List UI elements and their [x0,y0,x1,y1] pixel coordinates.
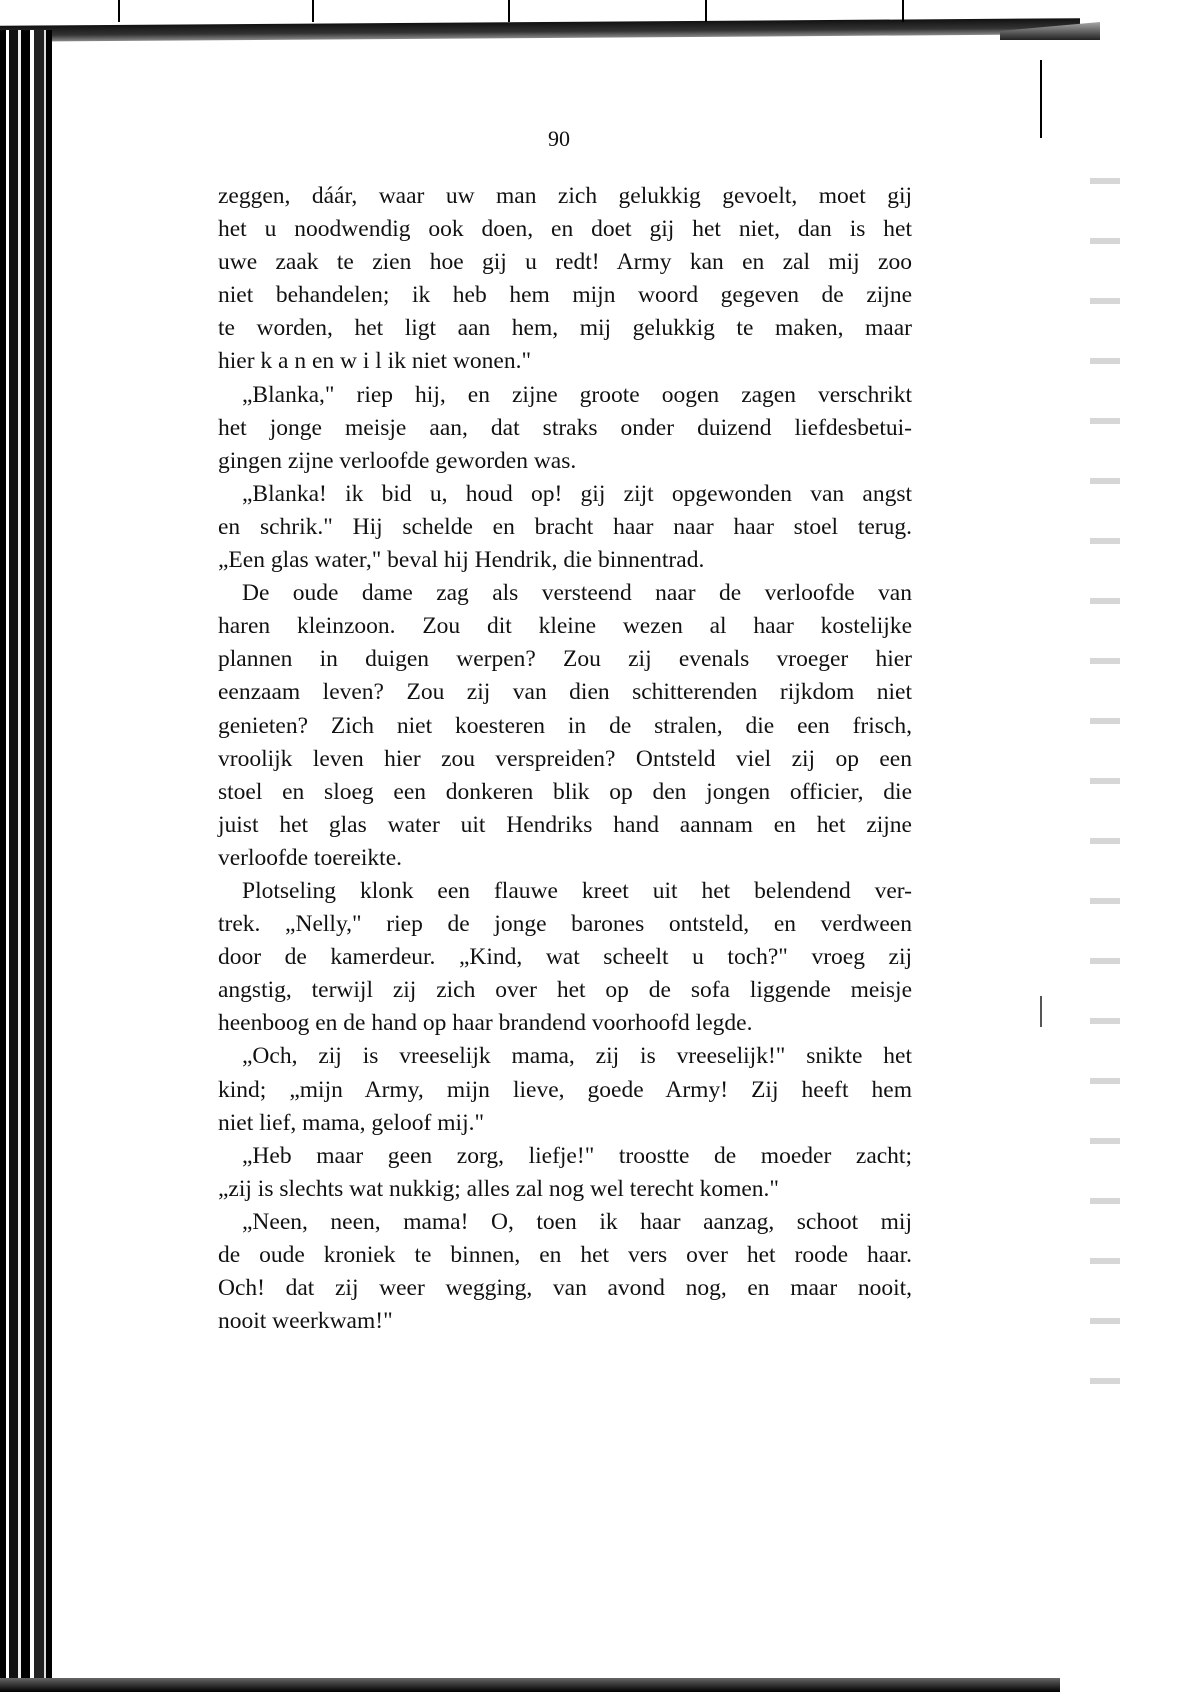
text-line: vroolijk leven hier zou verspreiden? Ontsteld viel zij op een [218,745,912,772]
text-line: hier k a n en w i l ik niet wonen." [218,348,532,375]
text-line: „Een glas water," beval hij Hendrik, die binnentrad. [218,547,705,574]
scan-tick [902,0,904,22]
text-line: genieten? Zich niet koesteren in de stralen, die een frisch, [218,712,912,739]
text-line: stoel en sloeg een donkeren blik op den jongen officier, die [218,778,912,805]
scan-page-edge [1040,60,1042,1620]
text-line: gingen zijne verloofde geworden was. [218,447,577,474]
paragraph [218,1040,912,1139]
scan-tick [508,0,510,22]
paragraph [218,180,912,379]
scan-tick [118,0,120,22]
text-line: juist het glas water uit Hendriks hand aannam en het zijne [218,811,912,838]
text-line: Plotseling klonk een flauwe kreet uit het belendend ver- [242,877,912,904]
paragraph [218,875,912,1040]
text-line: „Heb maar geen zorg, liefje!" troostte de moeder zacht; [242,1142,912,1169]
text-line: „Blanka! ik bid u, houd op! gij zijt opgewonden van angst [242,480,912,507]
text-line: „Och, zij is vreeselijk mama, zij is vreeselijk!" snikte het [242,1043,912,1070]
text-line: eenzaam leven? Zou zij van dien schitterenden rijkdom niet [218,679,912,706]
text-line: niet behandelen; ik heb hem mijn woord gegeven de zijne [218,282,912,309]
body-text [218,180,912,1338]
text-line: trek. „Nelly," riep de jonge barones ontsteld, en verdween [218,911,912,938]
text-line: haren kleinzoon. Zou dit kleine wezen al haar kostelijke [218,613,912,640]
paragraph [218,478,912,577]
scan-tick [705,0,707,22]
text-line: Och! dat zij weer wegging, van avond nog, en maar nooit, [218,1275,912,1302]
text-line: te worden, het ligt aan hem, mij gelukkig te maken, maar [218,315,912,342]
text-line: niet lief, mama, geloof mij." [218,1109,485,1136]
paragraph [218,1206,912,1338]
text-line: nooit weerkwam!" [218,1308,393,1335]
text-line: zeggen, dáár, waar uw man zich gelukkig gevoelt, moet gij [218,183,912,209]
paragraph [218,1140,912,1206]
text-line: en schrik." Hij schelde en bracht haar naar haar stoel terug. [218,513,912,540]
paragraph [218,379,912,478]
text-line: uwe zaak te zien hoe gij u redt! Army kan en zal mij zoo [218,249,912,276]
text-line: verloofde toereikte. [218,844,402,871]
text-line: het jonge meisje aan, dat straks onder duizend liefdesbetui- [218,414,912,441]
facing-page-bleed [1090,150,1120,1410]
text-line: „Neen, neen, mama! O, toen ik haar aanzag, schoot mij [242,1208,912,1235]
text-line: plannen in duigen werpen? Zou zij evenals vroeger hier [218,646,912,673]
text-line: de oude kroniek te binnen, en het vers over het roode haar. [218,1242,912,1268]
text-line: „Blanka," riep hij, en zijne groote oogen zagen verschrikt [242,381,912,408]
text-line: kind; „mijn Army, mijn lieve, goede Army! Zij heeft hem [218,1076,912,1103]
text-line: „zij is slechts wat nukkig; alles zal nog wel terecht komen." [218,1175,780,1202]
paragraph [218,577,912,875]
text-line: door de kamerdeur. „Kind, wat scheelt u toch?" vroeg zij [218,944,912,971]
scan-tick [312,0,314,22]
page-number: 90 [548,126,570,151]
text-line: De oude dame zag als versteend naar de verloofde van [242,580,912,607]
scan-bottom-edge [0,1678,1060,1692]
scan-binding-edge [0,30,52,1692]
text-line: heenboog en de hand op haar brandend voorhoofd legde. [218,1010,753,1037]
text-line: angstig, terwijl zij zich over het op de sofa liggende meisje [218,977,912,1004]
text-line: het u noodwendig ook doen, en doet gij het niet, dan is het [218,216,912,243]
scan-top-edge [0,18,1080,42]
